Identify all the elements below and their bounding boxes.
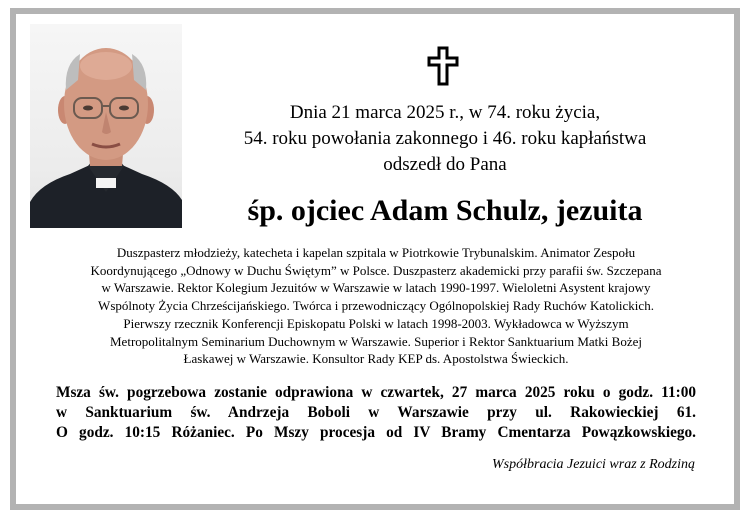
- biography-line: w Warszawie. Rektor Kolegium Jezuitów w Warszawie w latach 1990-1997. Wieloletni Asystent krajowy: [101, 280, 651, 296]
- funeral-info: [56, 383, 696, 443]
- biography-line: Metropolitalnym Seminarium Duchownym w Warszawie. Superior i Rektor Sanktuarium Matki Bożej: [110, 333, 642, 349]
- biography-line: Duszpasterz młodzieży, katecheta i kapelan szpitala w Piotrkowie Trybunalskim. Animator Zespołu: [116, 245, 636, 260]
- death-announcement: [200, 100, 690, 178]
- latin-cross-icon: [426, 46, 460, 86]
- biography: [56, 244, 696, 368]
- biography-line: Koordynującego „Odnowy w Duchu Świętym” w Polsce. Duszpasterz akademicki przy parafii św. Szczepana: [90, 262, 662, 278]
- biography-line: Pierwszy rzecznik Konferencji Episkopatu Polski w latach 1998-2003. Wykładowca w Wyższym: [123, 315, 629, 331]
- announcement-line: 54. roku powołania zakonnego i 46. roku kapłaństwa: [243, 128, 647, 149]
- funeral-line: w Sanktuarium św. Andrzeja Boboli w Warszawie przy ul. Rakowieckiej 61.: [56, 404, 696, 421]
- funeral-line: Msza św. pogrzebowa zostanie odprawiona w czwartek, 27 marca 2025 roku o godz. 11:00: [56, 384, 696, 401]
- announcement-line: Dnia 21 marca 2025 r., w 74. roku życia,: [289, 102, 601, 123]
- signature: Współbracia Jezuici wraz z Rodziną: [492, 457, 695, 472]
- portrait-illustration: [30, 24, 182, 228]
- biography-line: Łaskawej w Warszawie. Konsultor Rady KEP ds. Apostolstwa Świeckich.: [183, 351, 569, 367]
- biography-line: Wspólnoty Życia Chrześcijańskiego. Twórca i przewodniczący Ogólnopolskiej Rady Ruchów Katolickich.: [98, 298, 654, 314]
- portrait-photo: [30, 24, 182, 228]
- deceased-name: śp. ojciec Adam Schulz, jezuita: [247, 194, 643, 227]
- funeral-line: O godz. 10:15 Różaniec. Po Mszy procesja od IV Bramy Cmentarza Powązkowskiego.: [56, 424, 696, 441]
- announcement-line: odszedł do Pana: [383, 154, 507, 175]
